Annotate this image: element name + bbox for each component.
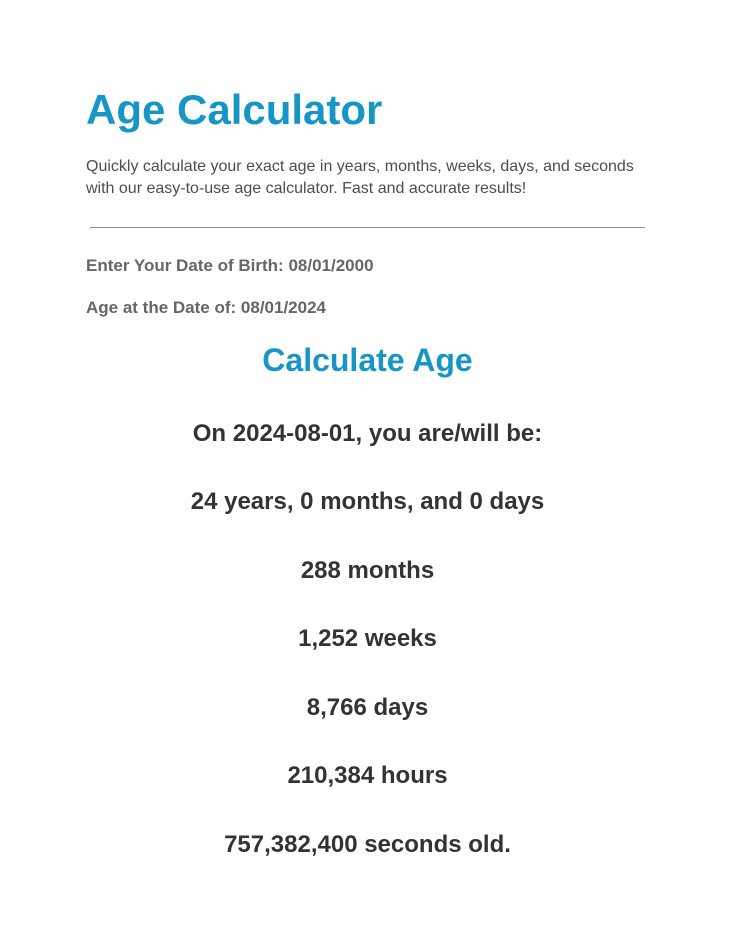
page-description: Quickly calculate your exact age in years, months, weeks, days, and seconds with our easy-to-use age calculator. Fast and accurate results! [86, 158, 634, 197]
calculate-age-button[interactable]: Calculate Age [0, 338, 735, 382]
result-seconds: 757,382,400 seconds old. [224, 831, 511, 858]
result-hours: 210,384 hours [287, 762, 448, 789]
divider [90, 227, 645, 228]
result-years-months-days: 24 years, 0 months, and 0 days [190, 488, 545, 515]
target-date-label: Age at the Date of: [86, 298, 237, 317]
page-title: Age Calculator [86, 86, 383, 133]
dob-label: Enter Your Date of Birth: [86, 256, 284, 275]
result-days: 8,766 days [306, 694, 429, 721]
target-date-input[interactable]: 08/01/2024 [240, 298, 327, 317]
result-weeks: 1,252 weeks [298, 625, 437, 652]
target-date-field [86, 297, 326, 319]
result-intro: On 2024-08-01, you are/will be: [192, 420, 543, 447]
dob-date-input[interactable]: 08/01/2000 [288, 256, 374, 275]
result-months: 288 months [300, 557, 435, 584]
dob-field [86, 255, 374, 277]
